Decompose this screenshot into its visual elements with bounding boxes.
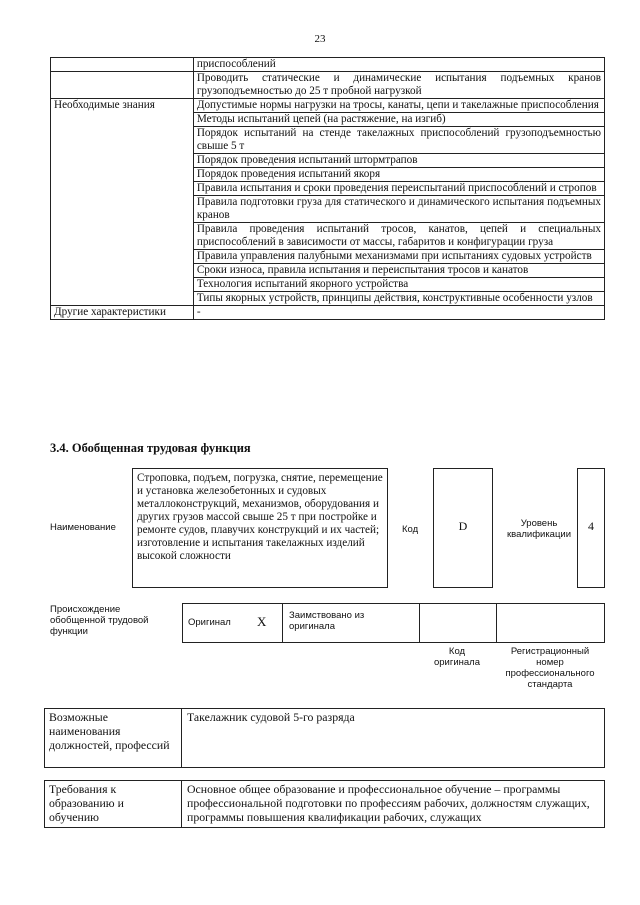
function-name: Строповка, подъем, погрузка, снятие, перемещение и установка железобетонных и судовых металлоконструкций, механизмов, оборудования и других грузов массой свыше 25 т при постройке и ремонте судов, плавучих конструкций и их частей; изготовление и испытания такелажных изделий высокой сложности bbox=[137, 472, 383, 562]
table-cell: Порядок испытаний на стенде такелажных приспособлений грузоподъемностью свыше 5 т bbox=[193, 127, 604, 154]
page-number: 23 bbox=[314, 33, 326, 45]
name-box bbox=[132, 468, 388, 588]
borrowed-cell bbox=[282, 603, 420, 643]
knowledge-label: Необходимые знания bbox=[51, 99, 194, 306]
table-cell: Правила проведения испытаний тросов, канатов, цепей и специальных приспособлений в зависимости от массы, габаритов и конфигурации груза bbox=[193, 223, 604, 250]
level-label: Уровень квалификации bbox=[506, 518, 572, 540]
table-cell: Проводить статические и динамические испытания подъемных кранов грузоподъемностью до 25 т пробной нагрузкой bbox=[193, 72, 604, 99]
code-box bbox=[433, 468, 493, 588]
other-value: - bbox=[193, 306, 604, 320]
table-cell: Правила управления палубными механизмами при испытаниях судовых устройств bbox=[193, 250, 604, 264]
original-mark: X bbox=[257, 614, 267, 629]
table-row bbox=[51, 72, 605, 99]
table-cell: Допустимые нормы нагрузки на тросы, канаты, цепи и такелажные приспособления bbox=[193, 99, 604, 113]
table-cell: Правила подготовки груза для статического и динамического испытания подъемных кранов bbox=[193, 196, 604, 223]
table-cell: Правила испытания и сроки проведения переиспытаний приспособлений и стропов bbox=[193, 182, 604, 196]
code-value: D bbox=[458, 519, 468, 533]
reg-number-label: Регистрационный номер профессионального стандарта bbox=[505, 646, 595, 690]
table-row bbox=[51, 306, 605, 320]
code-original-cell bbox=[419, 603, 497, 643]
table-row bbox=[51, 99, 605, 113]
positions-table bbox=[44, 708, 605, 768]
table-cell: Сроки износа, правила испытания и переиспытания тросов и канатов bbox=[193, 264, 604, 278]
positions-label: Возможные наименования должностей, профессий bbox=[49, 710, 170, 752]
column-divider bbox=[181, 781, 182, 827]
level-box bbox=[577, 468, 605, 588]
table-cell: Порядок проведения испытаний штормтрапов bbox=[193, 154, 604, 168]
education-table bbox=[44, 780, 605, 828]
table-cell: Технология испытаний якорного устройства bbox=[193, 278, 604, 292]
original-cell bbox=[182, 603, 283, 643]
code-label: Код bbox=[402, 524, 419, 535]
table-cell: Типы якорных устройств, принципы действия, конструктивные особенности узлов bbox=[193, 292, 604, 306]
name-label: Наименование bbox=[50, 522, 116, 533]
original-label: Оригинал bbox=[188, 617, 231, 628]
positions-value: Такелажник судовой 5-го разряда bbox=[187, 710, 355, 724]
knowledge-table bbox=[50, 57, 605, 320]
table-row bbox=[51, 58, 605, 72]
code-original-label: Код оригинала bbox=[433, 646, 480, 668]
table-cell: Порядок проведения испытаний якоря bbox=[193, 168, 604, 182]
table-cell: приспособлений bbox=[193, 58, 604, 72]
table-cell: Методы испытаний цепей (на растяжение, на изгиб) bbox=[193, 113, 604, 127]
origin-label: Происхождение обобщенной трудовой функции bbox=[50, 604, 149, 637]
other-label: Другие характеристики bbox=[51, 306, 194, 320]
borrowed-label: Заимствовано из оригинала bbox=[289, 610, 365, 632]
section-title: 3.4. Обобщенная трудовая функция bbox=[50, 441, 251, 455]
level-value: 4 bbox=[588, 519, 594, 533]
column-divider bbox=[181, 709, 182, 767]
education-value: Основное общее образование и профессиональное обучение – программы профессиональной подготовки по профессиям рабочих, должностям служащих, программы повышения квалификации рабочих, служащих bbox=[187, 782, 590, 824]
reg-number-cell bbox=[496, 603, 605, 643]
education-label: Требования к образованию и обучению bbox=[49, 782, 124, 824]
